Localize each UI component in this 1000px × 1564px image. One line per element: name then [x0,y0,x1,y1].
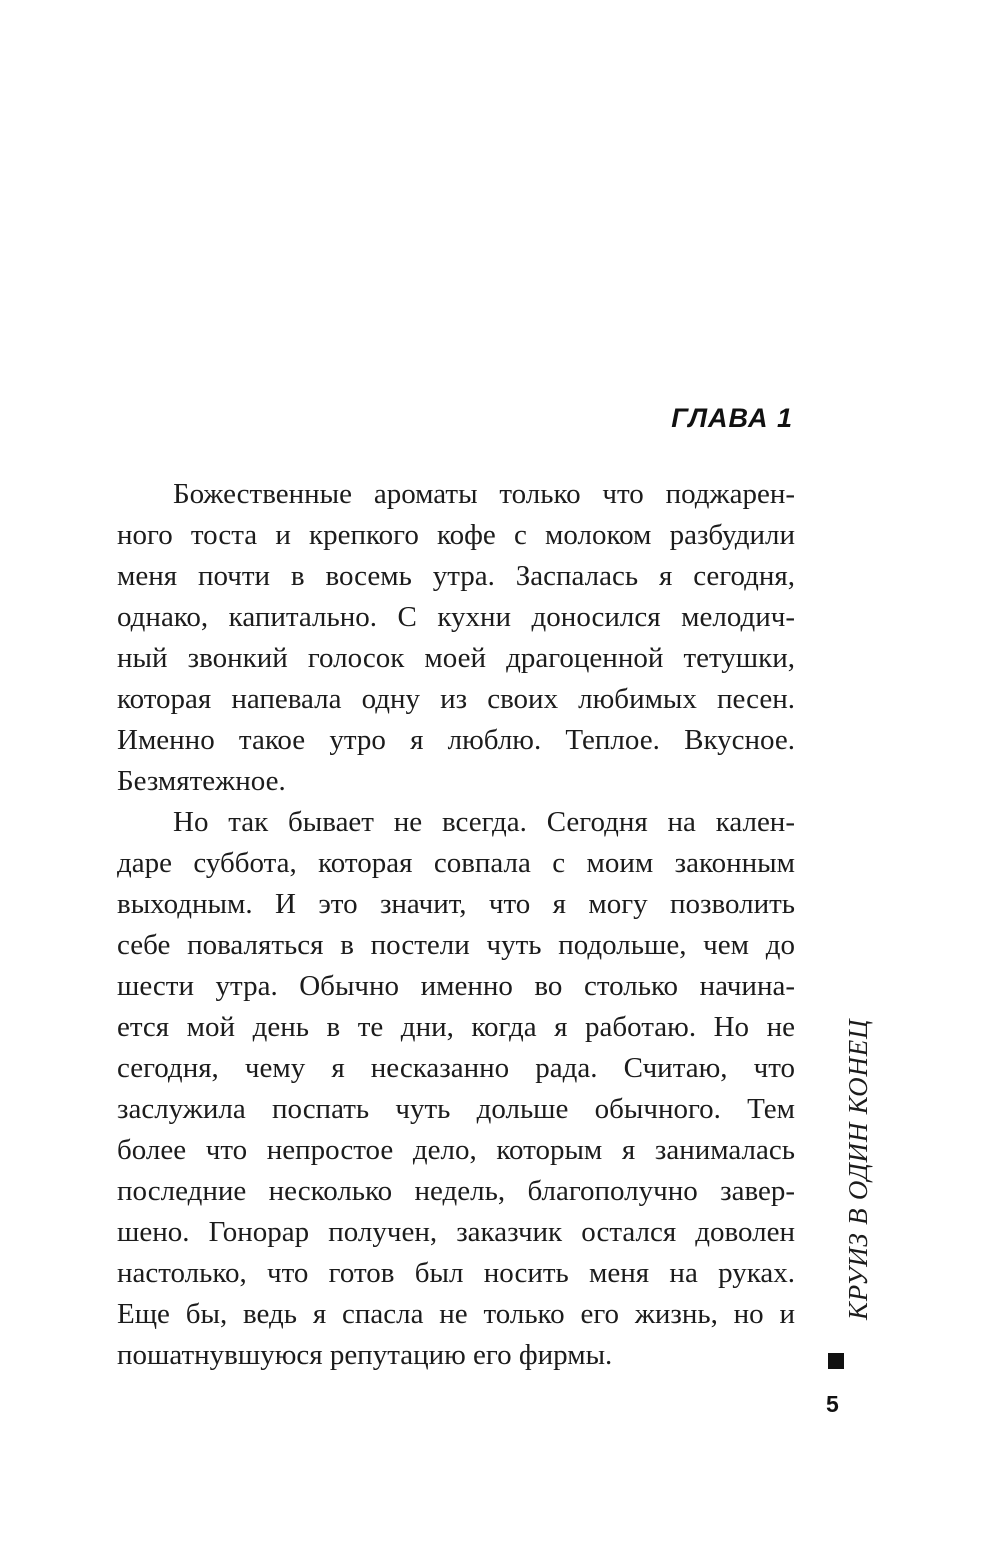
square-marker-icon [828,1353,844,1369]
text-line: Именно такое утро я люблю. Теплое. Вкусное. [117,724,795,756]
text-line: Безмятежное. [117,765,286,797]
text-line: ется мой день в те дни, когда я работаю. Но не [117,1011,795,1043]
running-title: КРУИЗ В ОДИН КОНЕЦ [843,1018,873,1320]
body-text [117,474,795,1376]
text-line: шено. Гонорар получен, заказчик остался доволен [117,1216,795,1248]
text-line: Божественные ароматы только что поджарен- [173,478,795,510]
text-line: меня почти в восемь утра. Заспалась я сегодня, [117,560,795,592]
text-line: более что непростое дело, которым я занималась [117,1134,795,1166]
text-line: пошатнувшуюся репутацию его фирмы. [117,1339,613,1371]
text-line: заслужила поспать чуть дольше обычного. Тем [117,1093,795,1125]
text-line: выходным. И это значит, что я могу позволить [117,888,795,920]
text-line: даре суббота, которая совпала с моим законным [117,847,795,879]
text-line: которая напевала одну из своих любимых песен. [117,683,795,715]
text-line: шести утра. Обычно именно во столько начина- [117,970,795,1002]
text-line: последние несколько недель, благополучно завер- [117,1175,795,1207]
chapter-title: ГЛАВА 1 [671,403,793,433]
text-line: сегодня, чему я несказанно рада. Считаю, что [117,1052,795,1084]
text-line: однако, капитально. С кухни доносился мелодич- [117,601,795,633]
text-line: настолько, что готов был носить меня на руках. [117,1257,795,1289]
page-number: 5 [826,1391,839,1417]
text-line: Но так бывает не всегда. Сегодня на кален- [173,806,795,838]
text-line: ный звонкий голосок моей драгоценной тетушки, [117,642,795,674]
text-line: ного тоста и крепкого кофе с молоком разбудили [117,519,795,551]
text-line: себе поваляться в постели чуть подольше, чем до [117,929,795,961]
text-line: Еще бы, ведь я спасла не только его жизнь, но и [117,1298,795,1330]
